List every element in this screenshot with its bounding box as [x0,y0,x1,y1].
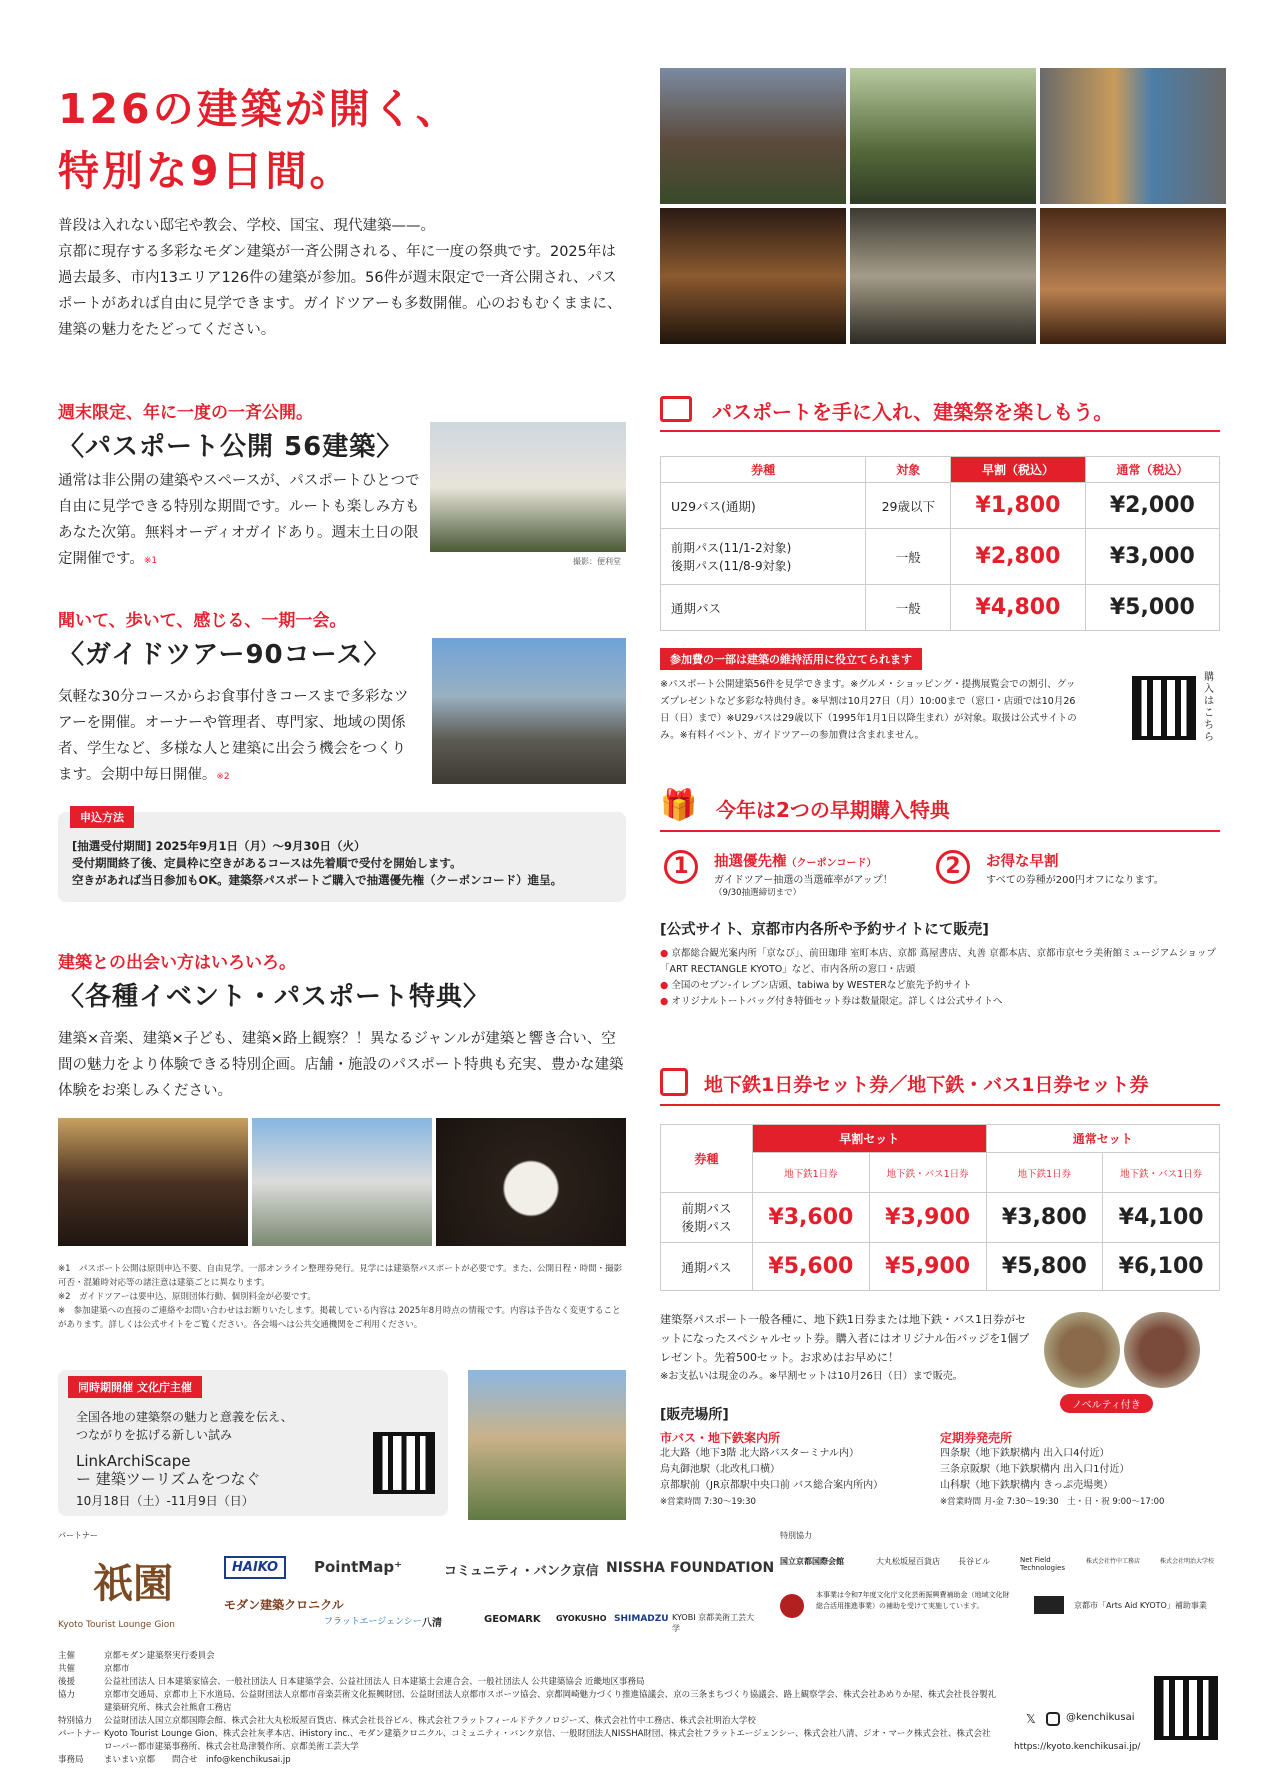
benefit-2-badge: 2 [936,850,970,884]
row-normal: ¥3,000 [1085,529,1219,585]
partner-logo-shimadzu: SHIMADZU [614,1614,669,1624]
photo-credit: 撮影：便利堂 [573,557,621,566]
credit-row: 協力 京都市交通局、京都市上下水道局、公益財団法人京都市音楽芸術文化振興財団、公益財団法人京都市スポーツ協会、京都岡崎魅力づくり推進協議会、京の三条まちづくり協議会、路上観察学会、株式会社あめりか屋、株式会社長谷製礼建築研究所、株式会社熊倉工務店 [58,1690,997,1713]
special-logo: 国立京都国際会館 [780,1557,844,1566]
list-item: 四条駅（地下鉄駅構内 出入口4付近） [940,1448,1110,1459]
special-logo: 長谷ビル [958,1557,990,1566]
benefit-2-title: お得な早割 [986,854,1059,870]
list-item: ● オリジナルトートバッグ付き特価セット券は数量限定。詳しくは公式サイトへ [660,996,1003,1007]
guide-tour-sub: 聞いて、歩いて、感じる、一期一会。 [58,611,347,631]
special-logo: Net Field Technologies [1020,1556,1065,1572]
special-logo: 株式会社明治大学校 [1160,1558,1215,1565]
special-logo: 株式会社竹中工務店 [1086,1558,1141,1565]
row-early: ¥4,800 [951,585,1085,631]
photo-stained-glass [1040,68,1226,204]
site-url[interactable]: https://kyoto.kenchikusai.jp/ [1014,1742,1141,1752]
purchase-qr-code[interactable] [1132,676,1196,740]
partner-logo-kyobi: KYOBI 京都美術工芸大学 [672,1613,755,1633]
places-col-1-title: 市バス・地下鉄案内所 [660,1431,781,1445]
photo-western-house [430,422,626,552]
guide-tour-text: 気軽な30分コースからお食事付きコースまで多彩なツアーを開催。オーナーや管理者、専門家、地域の関係者、学生など、多様な人と建築に出会う機会をつくります。会期中毎日開催。 [58,689,409,783]
intro-p1: 普段は入れない邸宅や教会、学校、国宝、現代建築——。 [58,218,435,234]
footnote-ref-1: ※1 [143,556,158,566]
purchase-label: 購入はこちら [1204,672,1214,743]
passport-price-note: ※パスポート公開建築56件を見学できます。※グルメ・ショッピング・提携展覧会での割引、グッズプレゼントなど多彩な特典付き。※早割は10月27日（月）10:00まで（窓口・店頭では10月26日（日）まで）※U29パスは29歳以下（1995年1月1日以降生まれ）が対象。取扱は公式サイトのみ。※有料イベント、ガイドツアーの参加費は含まれません。 [660,679,1077,741]
bunka-subtitle: ー 建築ツーリズムをつなぐ [76,1470,261,1488]
train-icon [660,1068,688,1096]
subway-desc-note: ※お支払いは現金のみ。※早割セットは10月26日（日）まで販売。 [660,1371,963,1382]
hero-line1: 126の建築が開く、 [58,85,460,133]
bunka-date: 10月18日（土）-11月9日（日） [76,1494,254,1508]
credit-row: パートナー Kyoto Tourist Lounge Gion、株式会社灰孝本店、iHistory inc.、モダン建築クロニクル、コミュニティ・バンク京信、一般財団法人NISSHA財団、株式会社フラットエージェンシー、株式会社八清、ジオ・マーク株式会社、株式会社ローバー都市建築事務所、株式会社島津製作所、京都美術工芸大学 [58,1729,991,1752]
partner-logo-geomark: GEOMARK [484,1614,541,1625]
col-early: 早割（税込） [951,457,1085,483]
credit-row: 事務局 まいまい京都 問合せ info@kenchikusai.jp [58,1755,291,1765]
row-normal: ¥2,000 [1085,483,1219,529]
passport-open-body [58,468,420,574]
subway-col-type: 券種 [661,1125,753,1193]
photo-tour-group [432,638,626,784]
bunka-line1: 全国各地の建築祭の魅力と意義を伝え、 [76,1410,293,1424]
intro-p2: 京都に現存する多彩なモダン建築が一斉公開される、年に一度の祭典です。2025年は過去最多、市内13エリア126件の建築が参加。56件が週末限定で一斉公開され、パスポートがあれば自由に見学できます。ガイドツアーも多数開催。心のおもむくままに、建築の魅力をたどってください。 [58,244,622,338]
row-value: ¥5,600 [753,1243,870,1291]
partner-logo-nissha: NISSHA FOUNDATION [606,1560,775,1576]
table-row [661,585,1220,631]
partner-main-logo: 祇園 [93,1561,173,1607]
x-icon[interactable]: 𝕏 [1026,1712,1036,1726]
row-value: ¥5,800 [986,1243,1103,1291]
partner-logo-gyokusho: GYOKUSHO [556,1614,607,1623]
row-early: ¥2,800 [951,529,1085,585]
bunka-tag: 同時期開催 文化庁主催 [68,1376,202,1398]
subway-header [660,1062,1220,1106]
subway-sub-col: 地下鉄・バス1日券 [869,1153,986,1193]
passport-price-table [660,456,1220,631]
special-logo: 大丸松坂屋百貨店 [876,1557,940,1566]
passport-price-title: パスポートを手に入れ、建築祭を楽しもう。 [712,400,1114,424]
credit-row: 特別協力 公益財団法人国立京都国際会館、株式会社大丸松坂屋百貨店、株式会社長谷ビル、株式会社フラットフィールドテクノロジーズ、株式会社竹中工務店、株式会社明治大学校 [58,1716,756,1726]
subway-title: 地下鉄1日券セット券／地下鉄・バス1日券セット券 [704,1074,1149,1096]
sales-title: [公式サイト、京都市内各所や予約サイトにて販売] [660,922,989,938]
photo-event-building [252,1118,432,1246]
benefit-2-desc: すべての券種が200円オフになります。 [986,875,1164,886]
events-body: 建築×音楽、建築×子ども、建築×路上観察？！異なるジャンルが建築と響き合い、空間の魅力をより体験できる特別企画。店舗・施設のパスポート特典も充実、豊かな建築体験をお楽しみください。 [58,1031,624,1099]
credit-row: 共催 京都市 [58,1664,130,1674]
photo-building-1 [660,68,846,204]
benefits-header [660,788,1220,832]
subway-sub-col: 地下鉄1日券 [986,1153,1103,1193]
list-item: 京都駅前（JR京都駅中央口前 バス総合案内所内） [660,1480,884,1491]
list-item: ※営業時間 月-金 7:30〜19:30 土・日・祝 9:00〜17:00 [940,1497,1165,1507]
bunka-name: LinkArchiScape [76,1452,191,1470]
row-value: ¥3,800 [986,1193,1103,1243]
apply-box [58,812,626,902]
site-qr-code[interactable] [1154,1676,1218,1740]
apply-tag: 申込方法 [70,806,134,828]
table-row [661,529,1220,585]
partner-logo-flat: フラットエージェンシー [324,1617,422,1627]
subway-desc [660,1310,1032,1386]
bunka-line2: つながりを拡げる新しい試み [76,1428,233,1442]
partner-main-sub: Kyoto Tourist Lounge Gion [58,1620,175,1630]
row-early: ¥1,800 [951,483,1085,529]
subway-desc-text: 建築祭パスポート一般各種に、地下鉄1日券または地下鉄・バス1日券がセットになったスペシャルセット券。購入者にはオリジナル缶バッジを1個プレゼント。先着500セット。お求めはお早めに！ [660,1313,1030,1364]
row-name: 前期パス 後期パス [661,1193,753,1243]
novelty-badge-2 [1124,1312,1200,1388]
row-target: 29歳以下 [866,483,951,529]
row-value: ¥3,600 [753,1193,870,1243]
bunka-box [58,1370,448,1516]
places-col-2 [940,1430,1220,1510]
passport-price-header [660,392,1220,432]
photo-university-building [468,1370,626,1520]
gift-icon: 🎁 [660,788,698,823]
guide-tour-title: 〈ガイドツアー90コース〉 [58,640,391,670]
partner-logo-chronicle: モダン建築クロニクル [224,1598,344,1612]
places-col-1 [660,1430,930,1510]
subway-sub-col: 地下鉄・バス1日券 [1103,1153,1220,1193]
passport-open-text: 通常は非公開の建築やスペースが、パスポートひとつで自由に見学できる特別な期間です。ルートも楽しみ方もあなた次第。無料オーディオガイドあり。週末土日の限定開催です。 [58,473,420,567]
col-normal: 通常（税込） [1085,457,1219,483]
apply-line1: [抽選受付期間] 2025年9月1日（月）〜9月30日（火） [72,839,366,853]
intro-text [58,213,628,343]
photo-event-coffee [436,1118,626,1246]
bunka-agency-logo [780,1594,804,1618]
bunka-qr-code[interactable] [373,1432,435,1494]
credit-row: 後援 公益社団法人 日本建築家協会、一般社団法人 日本建築学会、公益社団法人 日本建築士会連合会、一般社団法人 公共建築協会 近畿地区事務局 [58,1677,645,1687]
row-name: 通期パス [661,1243,753,1291]
list-item: ● 京都総合観光案内所「京なび」、前田珈琲 室町本店、京都 蔦屋書店、丸善 京都本店、京都市京セラ美術館ミュージアムショップ「ART RECTANGLE KYOTO」など、市内各所の窓口・店頭 [660,948,1216,975]
row-value: ¥4,100 [1103,1193,1220,1243]
footnote-2: ※2 ガイドツアーは要申込、原則団体行動、個別料金が必要です。 [58,1292,316,1302]
events-sub: 建築との出会い方はいろいろ。 [58,953,296,973]
novelty-badge-1 [1044,1312,1120,1388]
list-item: 三条京阪駅（地下鉄駅構内 出入口1付近） [940,1464,1130,1475]
benefits-title: 今年は2つの早期購入特典 [716,798,950,822]
footnote-ref-2: ※2 [216,772,230,782]
partner-logo-pointmap: PointMap⁺ [314,1558,402,1576]
subway-col-normal: 通常セット [986,1125,1220,1153]
benefit-1-desc: ガイドツアー抽選の当選確率がアップ！ [714,875,893,886]
list-item: 山科駅（地下鉄駅構内 きっぷ売場奥） [940,1480,1114,1491]
table-row [661,483,1220,529]
special-label: 特別協力 [780,1531,812,1540]
row-value: ¥3,900 [869,1193,986,1243]
benefit-1-badge: 1 [664,850,698,884]
benefit-1-note: （9/30抽選締切まで） [714,888,802,898]
partner-logo-hachisei: 八清 [422,1618,442,1629]
maintenance-tag: 参加費の一部は建築の維持活用に役立てられます [660,648,922,670]
photo-interior-columns [850,208,1036,344]
photo-event-audience [58,1118,248,1246]
photo-church-window [660,208,846,344]
subway-price-table [660,1124,1220,1291]
credits [58,1650,998,1767]
passport-open-sub: 週末限定、年に一度の一斉公開。 [58,403,313,423]
footnote-1: ※1 パスポート公開は原則申込不要、自由見学。一部オンライン整理券発行。見学には建築祭パスポートが必要です。また、公開日程・時間・撮影可否・混雑時対応等の諸注意は建築ごとに異なります。 [58,1264,623,1288]
events-title: 〈各種イベント・パスポート特典〉 [58,982,491,1012]
col-type: 券種 [661,457,866,483]
arts-aid-logo [1034,1596,1064,1614]
list-item: ※営業時間 7:30〜19:30 [660,1497,756,1507]
sales-list [660,946,1220,1010]
apply-line3: 空きがあれば当日参加もOK。建築祭パスポートご購入で抽選優先権（クーポンコード）進呈。 [72,873,563,887]
photo-building-2 [850,68,1036,204]
bunka-note: 本事業は令和7年度文化庁文化芸術振興費補助金（地域文化財総合活用推進事業）の補助を受けて実施しています。 [816,1591,1010,1610]
credit-row: 主催 京都モダン建築祭実行委員会 [58,1651,215,1661]
photo-concert-hall [1040,208,1226,344]
guide-tour-body [58,684,420,790]
partner-logo-kyoshin: コミュニティ・バンク京信 [444,1564,599,1579]
places-title: [販売場所] [660,1407,729,1423]
table-row [661,1193,1220,1243]
instagram-icon[interactable] [1046,1712,1060,1726]
table-row [661,1243,1220,1291]
social-handle[interactable]: @kenchikusai [1066,1712,1135,1723]
footnotes [58,1262,626,1332]
row-value: ¥5,900 [869,1243,986,1291]
places-col-2-title: 定期券発売所 [940,1431,1013,1445]
footnote-3: ※ 参加建築への直接のご連絡やお問い合わせはお断りいたします。掲載している内容は 2025年8月時点の情報です。内容は予告なく変更することがあります。詳しくは公式サイトをご覧ください。各会場へは公共交通機関をご利用ください。 [58,1306,621,1330]
row-name: U29パス(通期) [661,483,866,529]
partner-logo-haiko: HAIKO [224,1556,286,1579]
list-item: 北大路（地下3階 北大路バスターミナル内） [660,1448,860,1459]
passport-open-title: 〈パスポート公開 56建築〉 [58,432,404,462]
benefit-1-small: （クーポンコード） [786,858,877,869]
list-item: 烏丸御池駅（北改札口横） [660,1464,780,1475]
partners-label: パートナー [58,1531,98,1540]
list-item: ● 全国のセブン-イレブン店頭、tabiwa by WESTERなど旅先予約サイト [660,980,972,991]
hero-title [58,78,460,202]
benefit-1-title: 抽選優先権 [714,854,787,870]
arts-aid-note: 京都市「Arts Aid KYOTO」補助事業 [1074,1601,1207,1610]
col-target: 対象 [866,457,951,483]
subway-col-early: 早割セット [753,1125,987,1153]
row-target: 一般 [866,529,951,585]
novelty-label: ノベルティ付き [1060,1394,1153,1413]
row-name: 通期パス [661,585,866,631]
apply-line2: 受付期間終了後、定員枠に空きがあるコースは先着順で受付を開始します。 [72,856,462,870]
row-target: 一般 [866,585,951,631]
ticket-icon [660,396,692,422]
row-name: 前期パス(11/1-2対象) 後期パス(11/8-9対象) [661,529,866,585]
subway-sub-col: 地下鉄1日券 [753,1153,870,1193]
row-value: ¥6,100 [1103,1243,1220,1291]
hero-line2: 特別な9日間。 [58,147,354,195]
row-normal: ¥5,000 [1085,585,1219,631]
